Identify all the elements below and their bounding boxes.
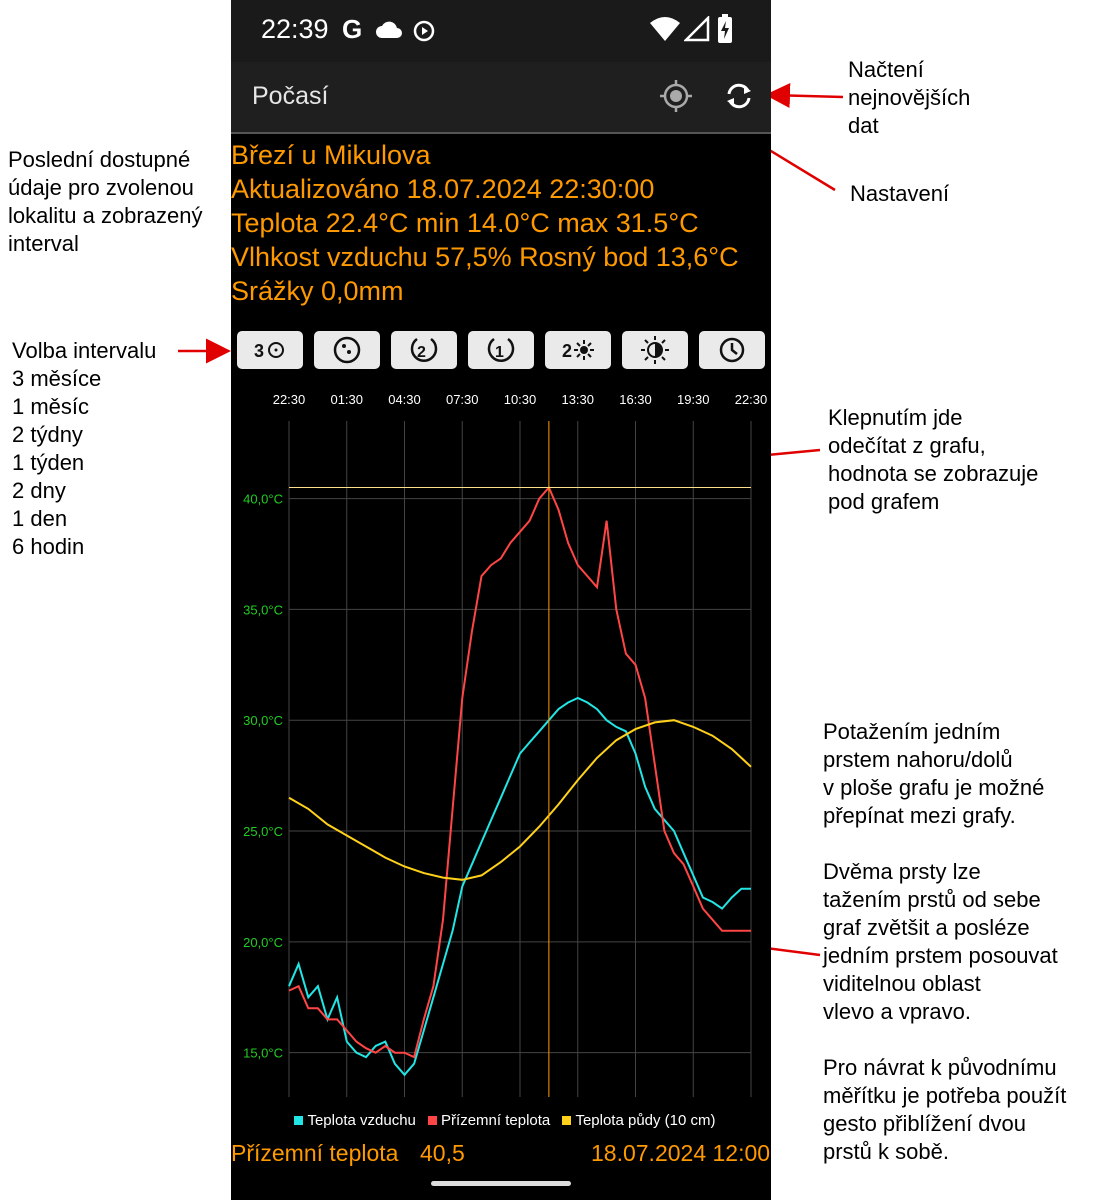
x-tick-label: 13:30 — [561, 392, 595, 407]
y-tick-label: 25,0°C — [243, 824, 283, 840]
day-night-icon — [639, 334, 671, 366]
annotation-refresh: Načtení nejnovějších dat — [848, 57, 971, 138]
status-bar — [231, 0, 771, 62]
rain-line: Srážky 0,0mm — [231, 276, 404, 306]
y-tick-label: 20,0°C — [243, 934, 283, 950]
app-bar — [231, 62, 771, 134]
svg-text:3: 3 — [254, 341, 265, 361]
two-weeks-icon — [407, 335, 441, 365]
location-settings-icon[interactable] — [659, 79, 693, 113]
y-tick-label: 40,0°C — [243, 491, 283, 507]
battery-icon — [717, 14, 733, 44]
annotation-tap: Klepnutím jde odečítat z grafu, hodnota se zobrazuje pod grafem — [828, 405, 1039, 514]
refresh-icon[interactable] — [723, 81, 755, 111]
legend-soil: Teplota půdy (10 cm) — [575, 1112, 716, 1129]
y-tick-label: 30,0°C — [243, 713, 283, 729]
wifi-icon — [649, 16, 681, 42]
annotation-info: Poslední dostupné údaje pro zvolenou lokalitu a zobrazený interval — [8, 147, 203, 256]
interval-1-month-button[interactable] — [314, 331, 380, 369]
readout-label: Přízemní teplota — [231, 1140, 399, 1166]
three-months-icon — [250, 337, 290, 363]
readout-value: 40,5 — [420, 1140, 465, 1166]
phone-screen — [231, 0, 771, 1200]
gesture-nav-bar[interactable] — [431, 1181, 571, 1186]
two-days-icon — [560, 337, 596, 363]
chart-legend — [231, 1112, 771, 1129]
x-tick-label: 07:30 — [445, 392, 479, 407]
interval-3-months-button[interactable] — [237, 331, 303, 369]
legend-air: Teplota vzduchu — [307, 1112, 416, 1129]
annotation-settings: Nastavení — [850, 181, 950, 206]
location-name: Březí u Mikulova — [231, 140, 431, 170]
annotation-gestures: Potažením jedním prstem nahoru/dolů v ploše grafu je možné přepínat mezi grafy. Dvěma prsty lze tažením prstů od sebe graf zvětšit a posléze jedním prstem posouvat viditelnou oblast vlevo a vpravo. Pro návrat k původnímu měřítku je potřeba použít gesto přiblížení dvou prstů k sobě. — [823, 719, 1067, 1164]
one-week-icon — [484, 335, 518, 365]
interval-1-week-button[interactable] — [468, 331, 534, 369]
interval-6-hours-button[interactable] — [699, 331, 765, 369]
updated-time: Aktualizováno 18.07.2024 22:30:00 — [231, 174, 655, 204]
temperature-line: Teplota 22.4°C min 14.0°C max 31.5°C — [231, 208, 699, 238]
annotation-interval: Volba intervalu 3 měsíce 1 měsíc 2 týdny 1 týden 2 dny 1 den 6 hodin — [12, 338, 157, 559]
humidity-line: Vlhkost vzduchu 57,5% Rosný bod 13,6°C — [231, 242, 739, 272]
svg-text:2: 2 — [562, 341, 573, 361]
x-tick-label: 22:30 — [272, 392, 306, 407]
x-tick-label: 16:30 — [619, 392, 652, 407]
cloud-icon — [375, 20, 403, 40]
app-title: Počasí — [252, 82, 329, 110]
signal-icon — [684, 16, 710, 42]
legend-swatch-soil — [562, 1116, 571, 1125]
google-icon: G — [342, 14, 363, 44]
x-tick-label: 19:30 — [676, 392, 710, 407]
moon-cycle-icon — [332, 335, 362, 365]
y-tick-label: 15,0°C — [243, 1045, 283, 1061]
x-tick-label: 10:30 — [503, 392, 537, 407]
x-tick-label: 22:30 — [734, 392, 768, 407]
interval-2-days-button[interactable] — [545, 331, 611, 369]
arrow-refresh — [770, 95, 843, 97]
clock-icon — [717, 335, 747, 365]
svg-text:2: 2 — [417, 344, 426, 361]
interval-1-day-button[interactable] — [622, 331, 688, 369]
svg-text:1: 1 — [495, 344, 504, 361]
status-time: 22:39 — [261, 14, 329, 44]
x-tick-label: 04:30 — [388, 392, 421, 407]
readout-datetime: 18.07.2024 12:00 — [591, 1140, 771, 1166]
legend-ground: Přízemní teplota — [441, 1112, 551, 1129]
media-icon — [413, 20, 435, 42]
legend-swatch-ground — [428, 1116, 437, 1125]
interval-2-weeks-button[interactable] — [391, 331, 457, 369]
temperature-chart[interactable] — [231, 385, 771, 1110]
weather-info — [231, 138, 771, 308]
x-tick-label: 01:30 — [330, 392, 364, 407]
legend-swatch-air — [294, 1116, 303, 1125]
y-tick-label: 35,0°C — [243, 602, 283, 618]
